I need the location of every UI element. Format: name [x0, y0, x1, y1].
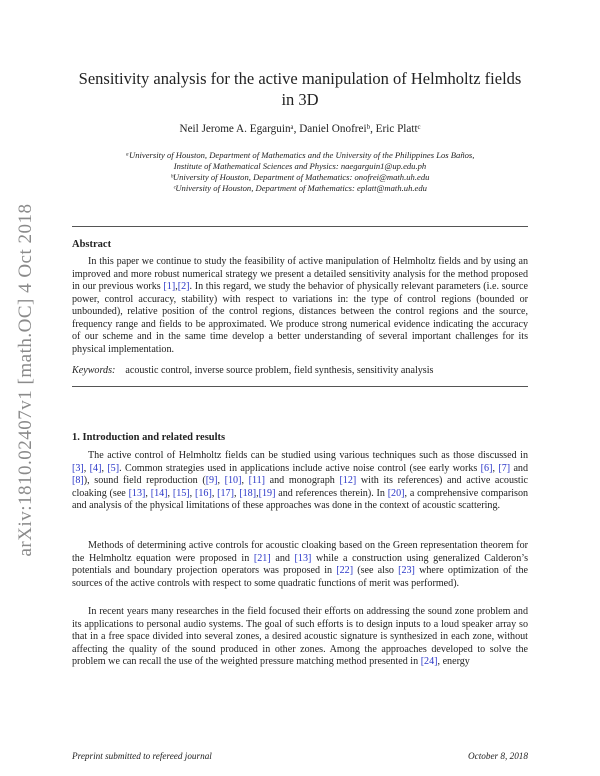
paper-title	[60, 68, 540, 110]
keywords-line	[72, 365, 528, 376]
citation-link[interactable]: [2]	[177, 281, 190, 293]
body-text: ,	[211, 487, 218, 499]
body-text: ,	[167, 487, 173, 499]
intro-paragraph-2	[72, 540, 528, 590]
affiliation-line: ᵇUniversity of Houston, Department of Mathematics: onofrei@math.uh.edu	[170, 172, 430, 182]
abstract-body	[72, 256, 528, 356]
body-text: and references therein). In	[275, 487, 388, 499]
body-text: ,	[83, 462, 90, 474]
keywords-label: Keywords:	[72, 365, 116, 376]
abstract-text: . In this regard, we study the behavior of physically relevant parameters (i.e. source power, control accuracy, stability) with respect to variations in: the type of control regions (bounded or unbounded), relative position of the control regions, distances between the control regions and the source, frequency range and fields to be approximated. We produce strong numerical evidence indicating the accuracy of our scheme and in the same time develop a better understanding of several important challenges for its physical implementation.	[72, 281, 528, 355]
affiliations	[60, 150, 540, 194]
body-text: ,	[101, 462, 108, 474]
abstract-bottom-rule	[72, 386, 528, 387]
abstract-text: In this paper we continue to study the feasibility of active manipulation of Helmholtz fields and by using an improved and more robust numerical strategy we present a detailed sensitivity analysis for the method proposed in our previous works	[72, 256, 528, 293]
citation-link[interactable]: [13]	[128, 487, 146, 499]
citation-link[interactable]: [24]	[420, 656, 438, 668]
citation-link[interactable]: [19]	[258, 487, 276, 499]
body-text: ,	[145, 487, 151, 499]
body-text: ,	[217, 475, 225, 487]
citation-link[interactable]: [21]	[253, 552, 271, 564]
abstract-text: ,	[175, 281, 178, 293]
body-text: ), sound field reproduction (	[83, 475, 206, 487]
citation-link[interactable]: [14]	[150, 487, 168, 499]
body-text: ,	[241, 475, 249, 487]
affiliation-line: ᵃUniversity of Houston, Department of Mathematics and the University of the Philippines Los Baños,	[125, 150, 475, 160]
arxiv-sidebar-stamp	[6, 200, 46, 560]
body-text: , a comprehensive comparison and analysis of the physical limitations of these approaches was done in the context of acoustic scattering.	[72, 487, 529, 512]
citation-link[interactable]: [10]	[224, 475, 242, 487]
author-list: Neil Jerome A. Egarguinᵃ, Daniel Onofreiᵇ, Eric Plattᶜ	[179, 123, 421, 135]
section-heading: 1. Introduction and related results	[72, 432, 226, 443]
citation-link[interactable]: [8]	[72, 475, 84, 487]
abstract-heading: Abstract	[72, 239, 112, 250]
body-text: with its references) and active acoustic cloaking (see	[72, 475, 529, 499]
body-text: ,	[492, 462, 499, 474]
citation-link[interactable]: [11]	[248, 475, 266, 487]
footer-preprint-note: Preprint submitted to refereed journal	[72, 751, 212, 761]
arxiv-identifier: arXiv:1810.02407v1 [math.OC] 4 Oct 2018	[15, 203, 36, 557]
citation-link[interactable]: [9]	[205, 475, 218, 487]
body-text: The active control of Helmholtz fields can be studied using various techniques such as those discussed in	[88, 450, 528, 461]
footer-date: October 8, 2018	[468, 751, 528, 761]
citation-link[interactable]: [7]	[498, 462, 511, 474]
body-text: Methods of determining active controls for acoustic cloaking based on the Green representation theorem for the Helmholtz equation were proposed in	[72, 540, 528, 564]
intro-paragraph-1	[72, 450, 528, 513]
citation-link[interactable]: [20]	[387, 487, 405, 499]
body-text: . Common strategies used in applications include active noise control (see early works	[119, 462, 481, 474]
affiliation-line: ᶜUniversity of Houston, Department of Mathematics: eplatt@math.uh.edu	[173, 183, 427, 193]
body-text: ,	[189, 487, 195, 499]
body-text: where optimization of the sources of the active controls with respect to some quadratic functions of merit was performed).	[72, 565, 528, 589]
body-text: and monograph	[265, 475, 340, 487]
citation-link[interactable]: [1]	[163, 281, 176, 293]
citation-link[interactable]: [23]	[398, 565, 415, 577]
citation-link[interactable]: [16]	[194, 487, 212, 499]
body-text: and	[270, 552, 295, 564]
keywords-text: acoustic control, inverse source problem, field synthesis, sensitivity analysis	[125, 365, 434, 376]
citation-link[interactable]: [17]	[217, 487, 234, 499]
citation-link[interactable]: [4]	[89, 462, 102, 474]
citation-link[interactable]: [3]	[72, 462, 84, 474]
body-text: ,	[256, 487, 259, 499]
citation-link[interactable]: [18]	[239, 487, 257, 499]
title-line-1: Sensitivity analysis for the active manipulation of Helmholtz fields	[78, 69, 522, 88]
body-text: , energy	[437, 656, 470, 668]
body-text: while a construction using generalized Calderon’s potentials and boundary projection operators was proposed in	[72, 552, 529, 577]
intro-paragraph-3	[72, 606, 528, 669]
citation-link[interactable]: [12]	[339, 475, 357, 487]
abstract-top-rule	[72, 226, 528, 227]
body-text: ,	[233, 487, 240, 499]
citation-link[interactable]: [22]	[336, 565, 354, 577]
body-text: In recent years many researches in the field focused their efforts on addressing the sound zone problem and its applications to personal audio systems. The goal of such efforts is to design inputs to a loud speaker array so that in a free space divided into several zones, a desired acoustic signature is synthesized in each zone, without affecting the quality of the sound produced in other zones. Among the approaches developed to solve the problem we can recall the use of the weighted pressure matching method presented in	[72, 606, 528, 668]
body-text: and	[510, 462, 529, 474]
affiliation-line: Institute of Mathematical Sciences and Physics: naegarguin1@up.edu.ph	[173, 161, 427, 171]
citation-link[interactable]: [6]	[480, 462, 493, 474]
body-text: (see also	[353, 565, 399, 577]
citation-link[interactable]: [13]	[294, 552, 312, 564]
citation-link[interactable]: [15]	[172, 487, 190, 499]
title-line-2: in 3D	[281, 90, 319, 109]
citation-link[interactable]: [5]	[107, 462, 120, 474]
